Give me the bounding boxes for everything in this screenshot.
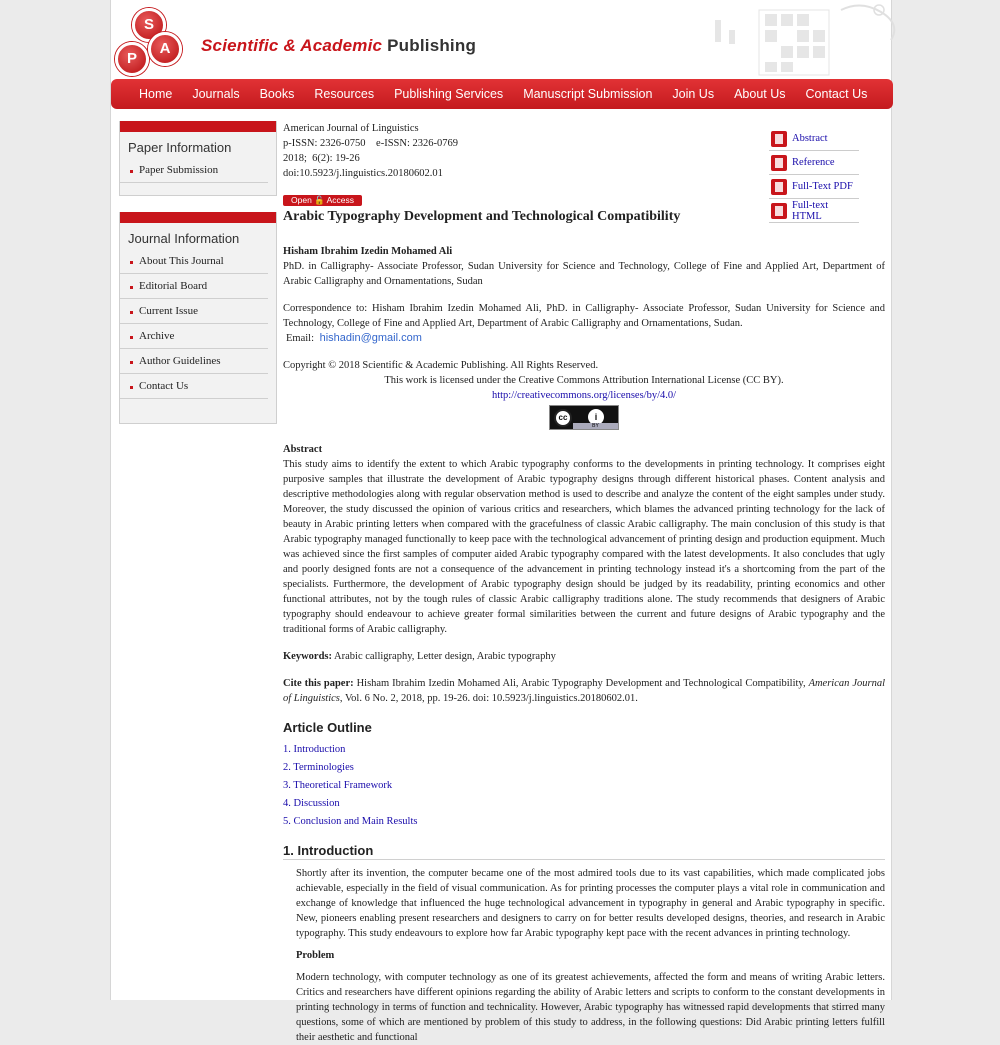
nav-contact-us[interactable]: Contact Us — [805, 87, 868, 101]
cc-by-label: BY — [573, 423, 618, 429]
cite-journal: American Journal of Linguistics — [283, 678, 885, 704]
brand-name-part1: Scientific & Academic — [201, 36, 383, 55]
cite-text: Hisham Ibrahim Izedin Mohamed Ali, Arabic Typography Development and Technological Compatibility, — [356, 678, 806, 689]
journal-name: American Journal of Linguistics — [283, 123, 419, 134]
sidebar-item-archive[interactable]: Archive — [120, 324, 268, 349]
article-outline-heading: Article Outline — [283, 720, 372, 735]
quick-link-pdf-label: Full-Text PDF — [792, 181, 853, 192]
copyright-line: Copyright © 2018 Scientific & Academic Publishing. All Rights Reserved. — [283, 360, 599, 371]
problem-heading: Problem — [296, 950, 335, 961]
panel-accent-bar — [120, 212, 276, 223]
brand-name-part2: Publishing — [387, 36, 477, 55]
spa-logo[interactable] — [115, 8, 183, 80]
abstract-text: This study aims to identify the extent to which Arabic typography conforms to the developments in printing technology. It comprises eight purposive samples that illustrate the development of Arabic typography designs through different historical phases. Content analysis and descriptive methodologies along with regular observation method is used to describe and analyze the content of the eight samples under study. Moreover, the study discussed the opinion of various critics and researchers, which blames the advanced printing technology for the lack of beauty in Arabic printing letters when compared with the gracefulness of classic Arabic calligraphy. The main conclusion of this study is that Arabic typography managed functionally to keep pace with the technological advancement of printing design and production equipment. Much was achieved since the first samples of computer aided Arabic typography compared with the latest developments. It also concludes that ugly and poorly designed fonts are not a consequence of the advancement in printing technology instead it's a shortcoming from the part of the specialists. Furthermore, the development of Arabic typography design should be judged by its readability, printing economics and other functional attributes, not by the tough rules of classic Arabic calligraphy traditions alone. The study recommends that designers of Arabic typography should endeavour to achieve greater formal similarities between the current and future designs of Arabic typography and the traditional forms of Arabic calligraphy. — [283, 459, 885, 635]
correspondence: Correspondence to: Hisham Ibrahim Izedin Mohamed Ali, PhD. in Calligraphy- Associate Professor, Sudan University for Science and Technology, College of Fine and Applied Art, Department of Arabic Calligraphy and Ornamentations, Sudan. — [283, 303, 885, 329]
outline-link-theoretical-framework[interactable]: 3. Theoretical Framework — [283, 780, 393, 791]
outline-link-terminologies[interactable]: 2. Terminologies — [283, 762, 354, 773]
keywords-line — [283, 649, 885, 664]
outline-link-conclusion[interactable]: 5. Conclusion and Main Results — [283, 816, 418, 827]
sidebar-item-editorial-board[interactable]: Editorial Board — [120, 274, 268, 299]
sidebar-item-paper-submission[interactable]: Paper Submission — [120, 158, 268, 183]
site-header — [111, 0, 891, 80]
quick-link-html-label: Full-text HTML — [792, 199, 829, 222]
introduction-paragraph: Shortly after its invention, the computer became one of the most admired tools due to its vast capabilities, which made complicated jobs achievable, especially in the field of visual communication. As for printing processes the computer plays a vital role in communication and exchange of knowledge that influenced the huge technological advancement in typography in general and Arabic typography in specific. New, pioneers enabling present researchers and designers to carry on for better results developed designs, theories, and research in Arabic typography. This study endeavours to explore how far Arabic typography kept pace with the recent advances in printing technology. — [296, 868, 885, 939]
nav-join-us[interactable]: Join Us — [672, 87, 715, 101]
cite-paper — [283, 676, 885, 706]
nav-home[interactable]: Home — [139, 87, 173, 101]
doi-line: doi:10.5923/j.linguistics.20180602.01 — [283, 168, 443, 179]
license-line: This work is licensed under the Creative Commons Attribution International License (CC BY). — [384, 375, 784, 386]
email-link[interactable]: hishadin@gmail.com — [319, 332, 422, 344]
nav-resources[interactable]: Resources — [314, 87, 375, 101]
nav-manuscript-submission[interactable]: Manuscript Submission — [523, 87, 653, 101]
sidebar-item-contact-us[interactable]: Contact Us — [120, 374, 268, 399]
paper-information-title: Paper Information — [128, 140, 232, 155]
sidebar-item-author-guidelines[interactable]: Author Guidelines — [120, 349, 268, 374]
keywords-label: Keywords: — [283, 651, 332, 662]
issn-line: p-ISSN: 2326-0750 e-ISSN: 2326-0769 — [283, 138, 458, 149]
email-line — [283, 331, 885, 346]
main-nav — [111, 79, 893, 109]
nav-publishing-services[interactable]: Publishing Services — [394, 87, 504, 101]
page — [110, 0, 892, 1043]
abstract-heading: Abstract — [283, 444, 323, 455]
sidebar-item-about-this-journal[interactable]: About This Journal — [120, 249, 268, 274]
sidebar-item-current-issue[interactable]: Current Issue — [120, 299, 268, 324]
nav-books[interactable]: Books — [259, 87, 295, 101]
nav-journals[interactable]: Journals — [192, 87, 240, 101]
outline-link-introduction[interactable]: 1. Introduction — [283, 744, 346, 755]
logo-letter-p: P — [115, 42, 149, 76]
paper-information-panel — [119, 121, 277, 196]
volume-line: 2018; 6(2): 19-26 — [283, 153, 360, 164]
quick-link-reference-label: Reference — [792, 157, 835, 168]
journal-information-title: Journal Information — [128, 231, 240, 246]
outline-link-discussion[interactable]: 4. Discussion — [283, 798, 340, 809]
license-url-link[interactable]: http://creativecommons.org/licenses/by/4.0/ — [491, 390, 677, 401]
quick-link-abstract-label: Abstract — [792, 133, 828, 144]
journal-information-panel — [119, 212, 277, 424]
cite-label: Cite this paper: — [283, 678, 354, 689]
problem-paragraph: Modern technology, with computer technology as one of its greatest achievements, affected the form and means of writing Arabic letters. Critics and researchers have different opinions regarding the ability of Arabic letters and scripts to conform to the constant developments in printing technology in terms of function and technicality. However, Arabic typography has witnessed rapid developments that stirred many questions, some of which are mentioned by problem of this study to address, in the following questions: Did Arabic printing letters fulfill their aesthetic and functional — [296, 972, 885, 1043]
email-label: Email: — [286, 333, 314, 344]
logo-letter-a: A — [148, 32, 182, 66]
open-access-badge: Open 🔓 Access — [283, 195, 362, 206]
brand-name[interactable] — [201, 36, 476, 56]
article-title: Arabic Typography Development and Technological Compatibility — [283, 209, 681, 224]
author-name[interactable]: Hisham Ibrahim Izedin Mohamed Ali — [283, 246, 453, 257]
logo-letter-s: S — [132, 8, 166, 42]
keywords-value: Arabic calligraphy, Letter design, Arabic typography — [334, 651, 556, 662]
panel-accent-bar — [120, 121, 276, 132]
author-affiliation: PhD. in Calligraphy- Associate Professor, Sudan University for Science and Technology, College of Fine and Applied Art, Department of Arabic Calligraphy and Ornamentations, Sudan — [283, 261, 885, 287]
attribution-icon: i — [588, 409, 604, 425]
cc-logo-icon: cc — [554, 409, 572, 427]
header-decoration-graphic — [711, 0, 891, 80]
cc-by-badge[interactable] — [549, 405, 619, 430]
nav-about-us[interactable]: About Us — [734, 87, 786, 101]
article-content — [283, 121, 885, 1045]
cite-rest: , Vol. 6 No. 2, 2018, pp. 19-26. doi: 10.5923/j.linguistics.20180602.01. — [339, 693, 638, 704]
introduction-heading: 1. Introduction — [283, 843, 885, 860]
